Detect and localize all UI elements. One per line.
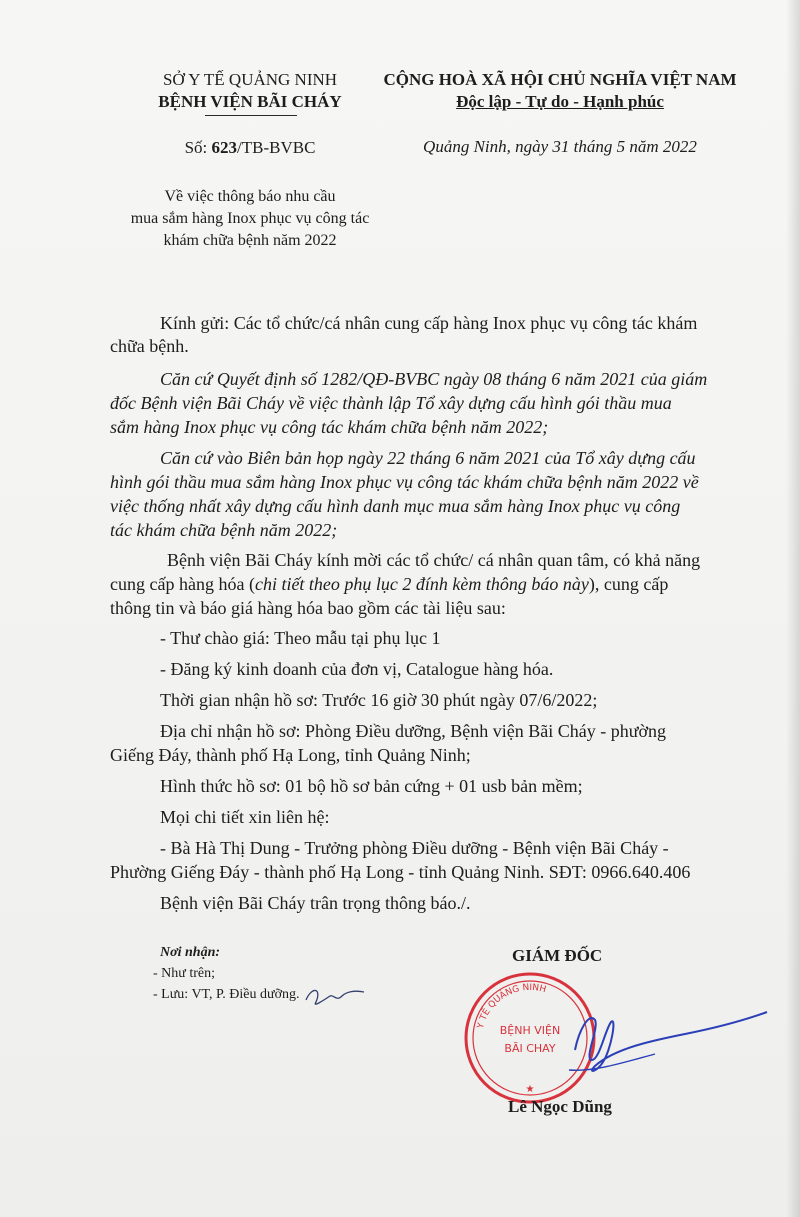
contact-line-2: Phường Giếng Đáy - thành phố Hạ Long - tỉnh Quảng Ninh. SĐT: 0966.640.406 <box>110 862 691 882</box>
number-value: 623 <box>211 138 238 157</box>
basis1-line-2: đốc Bệnh viện Bãi Cháy về việc thành lập Tổ xây dựng cấu hình gói thầu mua <box>110 393 672 413</box>
document-number <box>150 138 350 158</box>
number-suffix: /TB-BVBC <box>237 138 316 157</box>
agency-name: SỞ Y TẾ QUẢNG NINH <box>162 70 338 89</box>
basis2-line-3: việc thống nhất xây dựng cấu hình danh mục mua sắm hàng Inox phục vụ công <box>110 496 681 516</box>
svg-text:BỆNH VIỆN: BỆNH VIỆN <box>499 1024 561 1037</box>
basis2-line-2: hình gói thầu mua sắm hàng Inox phục vụ công tác khám chữa bệnh năm 2022 về <box>110 472 699 492</box>
item-quote-letter: - Thư chào giá: Theo mẫu tại phụ lục 1 <box>160 628 441 648</box>
invite-line-2 <box>110 574 668 595</box>
basis2-line-1: Căn cứ vào Biên bản họp ngày 22 tháng 6 năm 2021 của Tổ xây dựng cấu <box>160 448 696 468</box>
invite-line-2-a: cung cấp hàng hóa ( <box>110 574 255 594</box>
page-edge-shadow <box>786 0 800 1217</box>
hospital-name: BỆNH VIỆN BÃI CHÁY <box>158 92 342 111</box>
svg-text:★: ★ <box>525 1084 535 1095</box>
number-prefix: Số: <box>184 138 212 157</box>
motto-text: Độc lập - Tự do - Hạnh phúc <box>456 92 664 111</box>
director-title: GIÁM ĐỐC <box>512 946 603 965</box>
address-line-2: Giếng Đáy, thành phố Hạ Long, tỉnh Quảng Ninh; <box>110 745 471 765</box>
country-name: CỘNG HOÀ XÃ HỘI CHỦ NGHĨA VIỆT NAM <box>383 70 737 89</box>
svg-text:BÃI CHAY: BÃI CHAY <box>504 1042 556 1055</box>
contact-line-1: - Bà Hà Thị Dung - Trưởng phòng Điều dưỡng - Bệnh viện Bãi Cháy - <box>160 838 669 858</box>
item-business-registration: - Đăng ký kinh doanh của đơn vị, Catalogue hàng hóa. <box>160 659 554 679</box>
recipients-item-1: - Như trên; <box>153 966 216 981</box>
place-date: Quảng Ninh, ngày 31 tháng 5 năm 2022 <box>423 137 697 156</box>
recipient-line-2: chữa bệnh. <box>110 336 189 356</box>
svg-text:Y TẾ QUẢNG NINH: Y TẾ QUẢNG NINH <box>475 982 548 1030</box>
national-motto <box>380 92 740 112</box>
closing-line: Bệnh viện Bãi Cháy trân trọng thông báo./. <box>160 893 471 913</box>
invite-line-2-italic: chi tiết theo phụ lục 2 đính kèm thông báo này <box>254 574 589 594</box>
initials-scribble <box>300 982 370 1012</box>
subject-line-1: Về việc thông báo nhu cầu <box>164 188 336 205</box>
address-line-1: Địa chỉ nhận hồ sơ: Phòng Điều dưỡng, Bệnh viện Bãi Cháy - phường <box>160 721 667 741</box>
contact-intro: Mọi chi tiết xin liên hệ: <box>160 807 330 827</box>
basis1-line-1: Căn cứ Quyết định số 1282/QĐ-BVBC ngày 08 tháng 6 năm 2021 của giám <box>160 369 708 389</box>
recipients-title: Nơi nhận: <box>160 945 221 960</box>
basis2-line-4: tác khám chữa bệnh năm 2022; <box>110 520 338 540</box>
subject-line-2: mua sắm hàng Inox phục vụ công tác <box>130 210 370 227</box>
recipients-item-2: - Lưu: VT, P. Điều dưỡng. <box>153 987 300 1002</box>
basis1-line-3: sắm hàng Inox phục vụ công tác khám chữa bệnh năm 2022; <box>110 417 549 437</box>
format-line: Hình thức hồ sơ: 01 bộ hồ sơ bản cứng + 01 usb bản mềm; <box>160 776 583 796</box>
invite-line-1: Bệnh viện Bãi Cháy kính mời các tổ chức/ cá nhân quan tâm, có khả năng <box>167 550 701 570</box>
subject-line-3: khám chữa bệnh năm 2022 <box>163 232 337 249</box>
deadline-line: Thời gian nhận hồ sơ: Trước 16 giờ 30 phút ngày 07/6/2022; <box>160 690 598 710</box>
recipient-line-1: Kính gửi: Các tổ chức/cá nhân cung cấp hàng Inox phục vụ công tác khám <box>160 313 698 333</box>
director-name: Lê Ngọc Dũng <box>508 1097 612 1116</box>
director-signature <box>505 1000 775 1090</box>
invite-line-3: thông tin và báo giá hàng hóa bao gồm các tài liệu sau: <box>110 598 506 618</box>
hospital-underline <box>205 115 297 116</box>
invite-line-2-c: ), cung cấp <box>588 574 669 594</box>
